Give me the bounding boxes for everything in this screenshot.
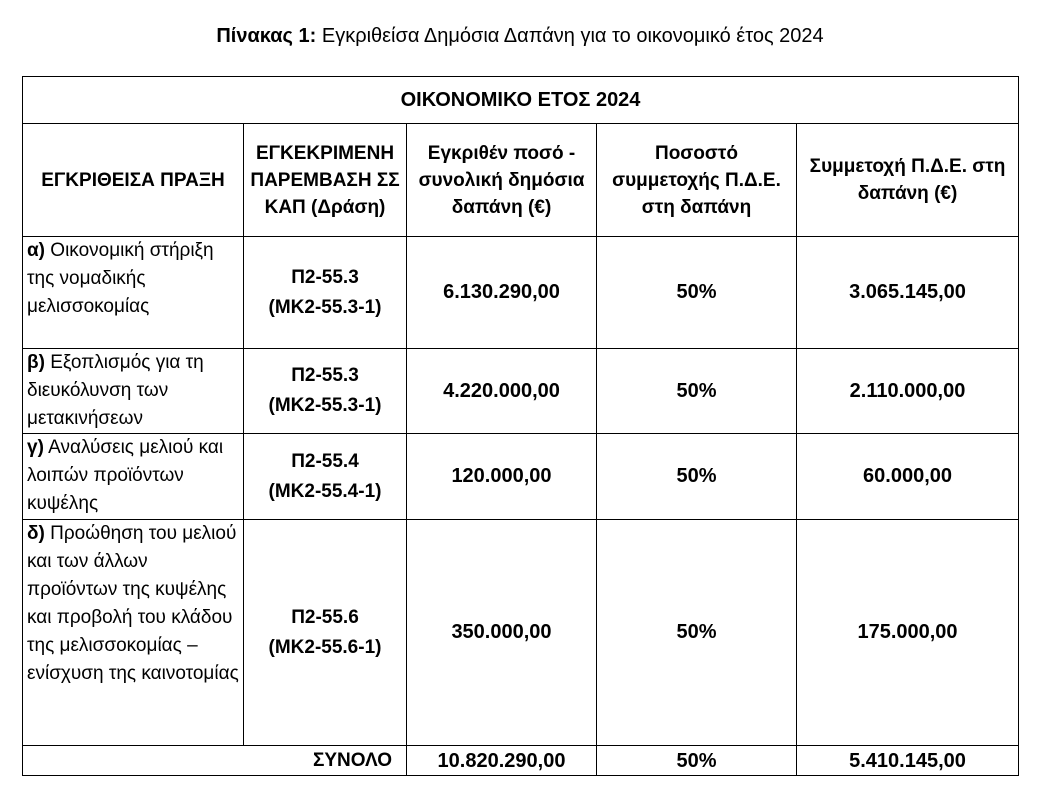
amount-cell: 350.000,00 xyxy=(407,520,597,746)
sub-action-code: (ΜΚ2-55.3-1) xyxy=(268,296,382,318)
action-letter: γ) xyxy=(27,437,44,458)
public-expenditure-table xyxy=(22,76,1019,776)
percent-cell: 50% xyxy=(597,237,797,349)
caption-text: Εγκριθείσα Δημόσια Δαπάνη για το οικονομικό έτος 2024 xyxy=(316,25,824,47)
year-header: ΟΙΚΟΝΟΜΙΚΟ ΕΤΟΣ 2024 xyxy=(23,77,1019,124)
table-row xyxy=(23,237,1019,349)
intervention-code: Π2-55.6 xyxy=(291,606,359,628)
intervention-cell xyxy=(244,434,407,520)
contribution-cell: 175.000,00 xyxy=(797,520,1019,746)
column-header-row xyxy=(23,124,1019,237)
action-text: Προώθηση του μελιού και των άλλων προϊόντων της κυψέλης και προβολή του κλάδου της μελισσοκομίας – ενίσχυση της καινοτομίας xyxy=(27,523,239,684)
total-contribution: 5.410.145,00 xyxy=(797,746,1019,776)
caption-prefix: Πίνακας 1: xyxy=(216,25,317,47)
action-letter: α) xyxy=(27,240,46,261)
intervention-cell xyxy=(244,349,407,434)
column-header-action: ΕΓΚΡΙΘΕΙΣΑ ΠΡΑΞΗ xyxy=(23,124,244,237)
intervention-code: Π2-55.4 xyxy=(291,450,359,472)
sub-action-code: (ΜΚ2-55.3-1) xyxy=(268,395,382,416)
action-text: Αναλύσεις μελιού και λοιπών προϊόντων κυψέλης xyxy=(27,437,224,514)
action-cell xyxy=(23,520,244,746)
total-percent: 50% xyxy=(597,746,797,776)
amount-cell: 120.000,00 xyxy=(407,434,597,520)
table-row xyxy=(23,349,1019,434)
total-label: ΣΥΝΟΛΟ xyxy=(23,746,407,776)
intervention-cell xyxy=(244,520,407,746)
column-header-percent: Ποσοστό συμμετοχής Π.Δ.Ε. στη δαπάνη xyxy=(597,124,797,237)
sub-action-code: (ΜΚ2-55.6-1) xyxy=(268,636,382,658)
sub-action-code: (ΜΚ2-55.4-1) xyxy=(268,480,382,502)
total-row xyxy=(23,746,1019,776)
column-header-contribution: Συμμετοχή Π.Δ.Ε. στη δαπάνη (€) xyxy=(797,124,1019,237)
percent-cell: 50% xyxy=(597,520,797,746)
column-header-amount: Εγκριθέν ποσό - συνολική δημόσια δαπάνη (€) xyxy=(407,124,597,237)
amount-cell: 6.130.290,00 xyxy=(407,237,597,349)
action-cell xyxy=(23,237,244,349)
table-caption xyxy=(0,22,1040,50)
intervention-cell xyxy=(244,237,407,349)
percent-cell: 50% xyxy=(597,349,797,434)
contribution-cell: 2.110.000,00 xyxy=(797,349,1019,434)
contribution-cell: 3.065.145,00 xyxy=(797,237,1019,349)
table-row xyxy=(23,434,1019,520)
action-cell xyxy=(23,434,244,520)
intervention-code: Π2-55.3 xyxy=(291,365,359,386)
intervention-code: Π2-55.3 xyxy=(291,266,359,288)
action-cell xyxy=(23,349,244,434)
action-letter: δ) xyxy=(27,523,45,544)
column-header-intervention: ΕΓΚΕΚΡΙΜΕΝΗ ΠΑΡΕΜΒΑΣΗ ΣΣ ΚΑΠ (Δράση) xyxy=(244,124,407,237)
action-letter: β) xyxy=(27,352,45,373)
amount-cell: 4.220.000,00 xyxy=(407,349,597,434)
year-header-row xyxy=(23,77,1019,124)
action-text: Εξοπλισμός για τη διευκόλυνση των μετακινήσεων xyxy=(27,352,204,429)
percent-cell: 50% xyxy=(597,434,797,520)
action-text: Οικονομική στήριξη της νομαδικής μελισσοκομίας xyxy=(27,240,214,317)
total-amount: 10.820.290,00 xyxy=(407,746,597,776)
contribution-cell: 60.000,00 xyxy=(797,434,1019,520)
table-row xyxy=(23,520,1019,746)
